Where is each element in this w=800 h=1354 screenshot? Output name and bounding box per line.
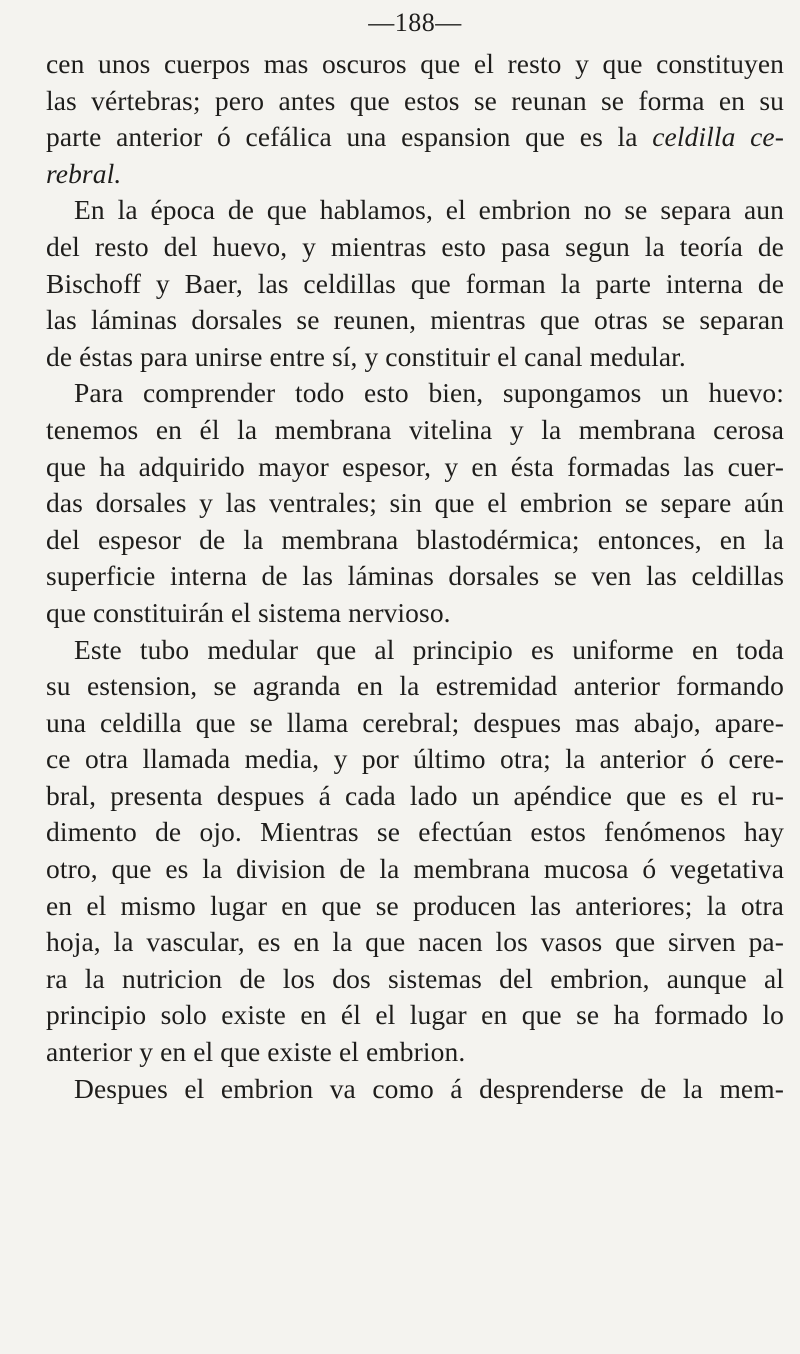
text-line — [46, 229, 784, 266]
text-line-content: dimento de ojo. Mientras se efectúan estos fenómenos hay — [46, 816, 784, 848]
text-line — [46, 924, 784, 961]
text-line-content: hoja, la vascular, es en la que nacen los vasos que sirven pa- — [46, 926, 784, 958]
text-line — [46, 1071, 784, 1108]
text-line — [46, 814, 784, 851]
text-line — [46, 1034, 784, 1071]
text-line — [46, 119, 784, 156]
text-line — [46, 741, 784, 778]
text-line-content: en el mismo lugar en que se producen las anteriores; la otra — [46, 889, 784, 921]
text-line-content: superficie interna de las láminas dorsales se ven las celdillas — [46, 560, 784, 592]
text-line — [46, 558, 784, 595]
text-line-content: las vértebras; pero antes que estos se reunan se forma en su — [46, 84, 784, 116]
text-line-content: Bischoff y Baer, las celdillas que forman la parte interna de — [46, 267, 784, 299]
text-line — [46, 705, 784, 742]
text-line-content: cen unos cuerpos mas oscuros que el resto y que constituyen — [46, 48, 784, 79]
text-line — [46, 668, 784, 705]
text-line-content: Para comprender todo esto bien, supongamos un huevo: — [74, 377, 784, 409]
text-line — [46, 83, 784, 120]
text-line-content: ra la nutricion de los dos sistemas del embrion, aunque al — [46, 962, 784, 994]
text-line-content: Este tubo medular que al principio es uniforme en toda — [74, 633, 784, 665]
text-line — [46, 266, 784, 303]
text-line-content: anterior y en el que existe el embrion. — [46, 1036, 466, 1068]
text-line-content: las láminas dorsales se reunen, mientras que otras se separan — [46, 304, 784, 336]
text-line — [46, 449, 784, 486]
text-line-content: principio solo existe en él el lugar en que se ha formado lo — [46, 999, 784, 1031]
text-line — [46, 851, 784, 888]
text-line — [46, 339, 784, 376]
text-line — [46, 778, 784, 815]
text-line — [46, 192, 784, 229]
text-line-content: del espesor de la membrana blastodérmica; entonces, en la — [46, 523, 784, 555]
text-line — [46, 522, 784, 559]
text-line-content: de éstas para unirse entre sí, y constituir el canal medular. — [46, 340, 686, 372]
text-line — [46, 46, 784, 83]
text-line-content: bral, presenta despues á cada lado un apéndice que es el ru- — [46, 779, 784, 811]
text-line-content: una celdilla que se llama cerebral; despues mas abajo, apare- — [46, 706, 784, 738]
text-line-content: Despues el embrion va como á desprenderse de la mem- — [74, 1072, 784, 1104]
text-line-content: ce otra llamada media, y por último otra; la anterior ó cere- — [46, 743, 784, 775]
text-line — [46, 485, 784, 522]
text-line — [46, 595, 784, 632]
text-line-content: parte anterior ó cefálica una espansion que es la — [46, 121, 653, 153]
text-line — [46, 375, 784, 412]
italic-term: celdilla ce- — [652, 121, 784, 153]
text-line-content: tenemos en él la membrana vitelina y la membrana cerosa — [46, 413, 784, 445]
text-line-content: En la época de que hablamos, el embrion no se separa aun — [74, 194, 784, 226]
book-page — [46, 8, 784, 1348]
text-line — [46, 961, 784, 998]
text-line — [46, 412, 784, 449]
text-line-content: que ha adquirido mayor espesor, y en ésta formadas las cuer- — [46, 450, 784, 482]
text-line-content: del resto del huevo, y mientras esto pasa segun la teoría de — [46, 230, 784, 262]
text-line — [46, 997, 784, 1034]
text-line-content: das dorsales y las ventrales; sin que el embrion se separe aún — [46, 487, 784, 519]
text-line-content: que constituirán el sistema nervioso. — [46, 596, 451, 628]
text-line-content: su estension, se agranda en la estremidad anterior formando — [46, 670, 784, 702]
text-line-content: otro, que es la division de la membrana mucosa ó vegetativa — [46, 853, 784, 885]
text-line — [46, 302, 784, 339]
text-line — [46, 632, 784, 669]
text-line — [46, 156, 784, 193]
text-line — [46, 888, 784, 925]
page-number: —188— — [368, 8, 462, 37]
italic-term: rebral. — [46, 157, 122, 189]
body-text — [46, 46, 784, 1107]
